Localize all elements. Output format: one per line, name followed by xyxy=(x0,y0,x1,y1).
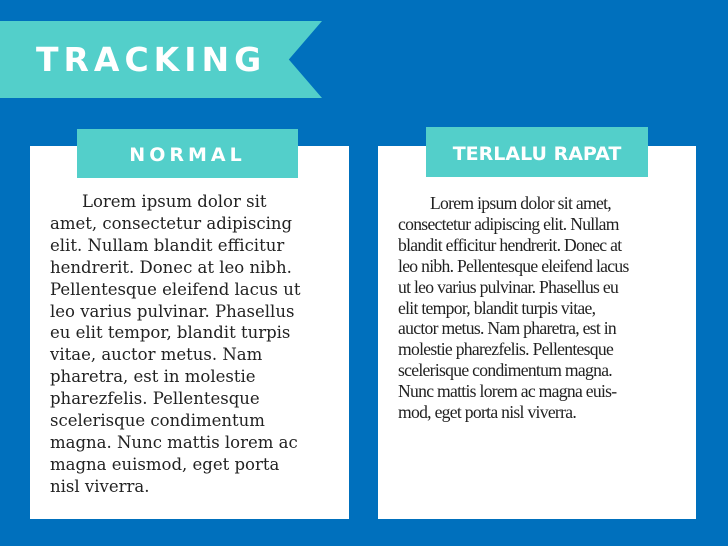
text-line: pharezfelis. Pellentesque xyxy=(50,389,260,409)
text-line: scelerisque condimentum magna. xyxy=(398,360,612,381)
normal-label: NORMAL xyxy=(77,129,298,178)
normal-body-text xyxy=(50,191,325,498)
text-line: amet, consectetur adipiscing xyxy=(50,213,293,233)
text-line: pharetra, est in molestie xyxy=(50,367,256,387)
text-line: elit. Nullam blandit efficitur xyxy=(50,235,285,255)
text-line: magna euismod, eget porta xyxy=(50,454,280,474)
tight-body-text xyxy=(398,193,683,423)
tight-label: TERLALU RAPAT xyxy=(426,127,648,177)
text-line: Lorem ipsum dolor sit amet, xyxy=(430,193,611,213)
text-line: nisl viverra. xyxy=(50,476,150,496)
text-line: auctor metus. Nam pharetra, est in xyxy=(398,318,617,339)
text-line: scelerisque condimentum xyxy=(50,411,265,431)
text-line: mod, eget porta nisl viverra. xyxy=(398,402,577,423)
text-line: vitae, auctor metus. Nam xyxy=(50,345,263,365)
text-line: Pellentesque eleifend lacus ut xyxy=(50,279,301,299)
text-line: molestie pharezfelis. Pellentesque xyxy=(398,339,614,360)
text-line: Lorem ipsum dolor sit xyxy=(82,192,267,211)
text-line: eu elit tempor, blandit turpis xyxy=(50,323,291,343)
text-line: blandit efficitur hendrerit. Donec at xyxy=(398,234,622,255)
text-line: ut leo varius pulvinar. Phasellus eu xyxy=(398,276,619,297)
text-line: consectetur adipiscing elit. Nullam xyxy=(398,213,619,234)
text-line: hendrerit. Donec at leo nibh. xyxy=(50,257,292,277)
page-title: TRACKING xyxy=(36,40,267,79)
text-line: elit tempor, blandit turpis vitae, xyxy=(398,297,596,318)
text-line: magna. Nunc mattis lorem ac xyxy=(50,432,298,452)
text-line: leo nibh. Pellentesque eleifend lacus xyxy=(398,255,629,276)
text-line: Nunc mattis lorem ac magna euis- xyxy=(398,381,617,402)
text-line: leo varius pulvinar. Phasellus xyxy=(50,301,295,321)
